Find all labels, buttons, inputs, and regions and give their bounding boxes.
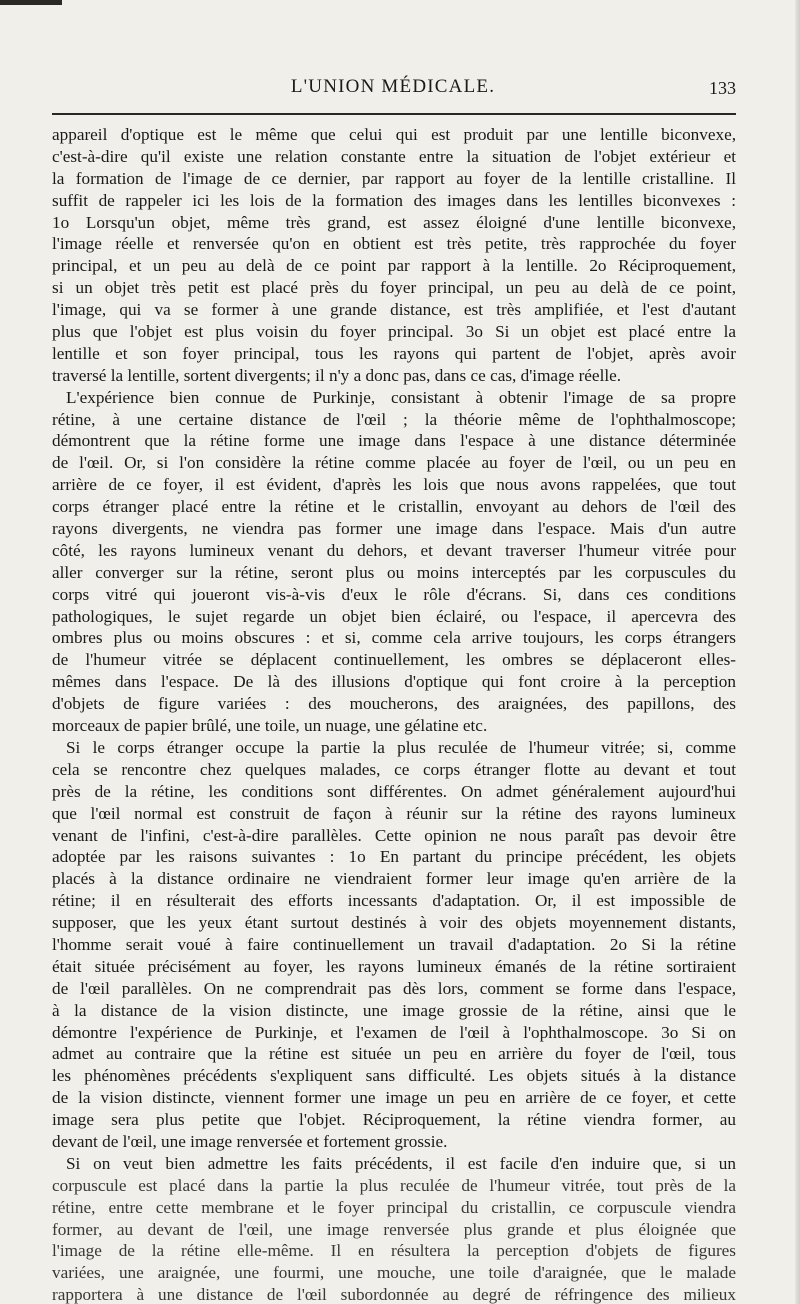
text-line: l'image, qui va se former à une grande distance, est très amplifiée, et l'est d'autant [52, 300, 736, 320]
text-line: admet au contraire que la rétine est située un peu en arrière du foyer de l'œil, tous [52, 1044, 736, 1064]
text-line: côté, les rayons lumineux venant du dehors, et devant traverser l'humeur vitrée pour [52, 540, 736, 560]
text-line: c'est-à-dire qu'il existe une relation constante entre la situation de l'objet extérieur et [52, 146, 736, 166]
body-text [52, 124, 736, 1304]
text-line: démontre l'expérience de Purkinje, et l'examen de l'œil à l'ophthalmoscope. 3o Si on [52, 1022, 736, 1042]
page-number: 133 [709, 78, 736, 98]
scan-edge-shadow [795, 0, 800, 1304]
text-line: lentille et son foyer principal, tous les rayons qui partent de l'objet, après avoir [52, 343, 736, 363]
text-line: supposer, que les yeux étant surtout destinés à voir des objets moyennement distants, [52, 913, 736, 933]
text-line: de l'humeur vitrée se déplacent continuellement, les ombres se déplaceront elles- [52, 650, 736, 670]
text-line: de la vision distincte, viennent former une image un peu en arrière de ce foyer, et cette [52, 1088, 736, 1108]
text-line: démontrent que la rétine forme une image dans l'espace à une distance déterminée [52, 431, 736, 451]
text-line: appareil d'optique est le même que celui qui est produit par une lentille biconvexe, [52, 125, 736, 144]
text-line: l'image réelle et renversée qu'on en obtient est très petite, très rapprochée du foyer [52, 234, 736, 254]
text-line: pathologiques, le sujet regarde un objet bien éclairé, ou l'espace, il apercevra des [52, 606, 736, 626]
text-line: mêmes dans l'espace. De là des illusions d'optique qui font croire à la perception [52, 672, 736, 692]
text-line: ombres plus ou moins obscures : et si, comme cela arrive toujours, les corps étrangers [52, 628, 736, 648]
text-line: que l'œil normal est construit de façon à réunir sur la rétine des rayons lumineux [52, 803, 736, 823]
text-line: si un objet très petit est placé près du foyer principal, un peu au delà de ce point, [52, 278, 736, 298]
text-line: rayons divergents, ne viendra pas former une image dans l'espace. Mais d'un autre [52, 519, 736, 539]
paragraph-end-line: traversé la lentille, sortent divergents; il n'y a donc pas, dans ce cas, d'image réelle. [52, 365, 622, 385]
text-line: à la distance de la vision distincte, une image grossie de la rétine, ainsi que le [52, 1000, 736, 1020]
text-line: la formation de l'image de ce dernier, par rapport au foyer de la lentille cristalline. Il [52, 168, 736, 188]
text-line: adoptée par les raisons suivantes : 1o En partant du principe précédent, les objets [52, 847, 736, 867]
text-line: suffit de rappeler ici les lois de la formation des images dans les lentilles biconvexes : [52, 190, 736, 210]
text-line: rétine, entre cette membrane et le foyer principal du cristallin, ce corpuscule viendra [52, 1197, 736, 1217]
text-line: corps étranger placé entre la rétine et le cristallin, envoyant au dehors de l'œil des [52, 497, 736, 517]
text-line: de l'œil. Or, si l'on considère la rétine comme placée au foyer de l'œil, ou un peu en [52, 453, 736, 473]
text-line: de l'œil parallèles. On ne comprendrait pas dès lors, comment se forme dans l'espace, [52, 978, 736, 998]
paragraph-end-line: devant de l'œil, une image renversée et fortement grossie. [52, 1131, 448, 1151]
paragraph-end-line: morceaux de papier brûlé, une toile, un nuage, une gélatine etc. [52, 716, 488, 736]
text-line: corpuscule est placé dans la partie la plus reculée de l'humeur vitrée, tout près de la [52, 1175, 736, 1195]
text-line: les phénomènes précédents s'expliquent sans difficulté. Les objets situés à la distance [52, 1066, 736, 1086]
text-line: cela se rencontre chez quelques malades, ce corps étranger flotte au devant et tout [52, 759, 736, 779]
text-line: arrière de ce foyer, il est évident, d'après les lois que nous avons rappelées, que tout [52, 475, 736, 495]
text-line: était située précisément au foyer, les rayons lumineux émanés de la rétine sortiraient [52, 956, 736, 976]
text-line: image sera plus petite que l'objet. Réciproquement, la rétine viendra former, au [52, 1110, 736, 1130]
text-line: former, au devant de l'œil, une image renversée plus grande et plus éloignée que [52, 1219, 736, 1239]
header-rule [52, 113, 736, 115]
text-line: d'objets de figure variées : des moucherons, des araignées, des papillons, des [52, 694, 736, 714]
running-title: L'UNION MÉDICALE. [290, 76, 496, 97]
text-line: corps vitré qui joueront vis-à-vis d'eux le rôle d'écrans. Si, dans ces conditions [52, 584, 736, 604]
text-line: rétine; il en résulterait des efforts incessants d'adaptation. Or, il est impossible de [52, 891, 736, 911]
page-header [50, 72, 736, 102]
text-line: variées, une araignée, une fourmi, une mouche, une toile d'araignée, que le malade [52, 1263, 736, 1283]
text-line: l'image de la rétine elle-même. Il en résultera la perception d'objets de figures [52, 1241, 736, 1261]
text-line: principal, et un peu au delà de ce point par rapport à la lentille. 2o Réciproquement, [52, 256, 736, 276]
text-line: l'homme serait voué à faire continuellement un travail d'adaptation. 2o Si la rétine [52, 934, 736, 954]
text-line: venant de l'infini, c'est-à-dire parallèles. Cette opinion ne nous paraît pas devoir être [52, 825, 736, 845]
text-line: 1o Lorsqu'un objet, même très grand, est assez éloigné d'une lentille biconvexe, [52, 212, 736, 232]
scan-edge-mark [0, 0, 62, 5]
text-line: près de la rétine, les conditions sont différentes. On admet généralement aujourd'hui [52, 781, 736, 801]
text-line: placés à la distance ordinaire ne viendraient former leur image qu'en arrière de la [52, 869, 736, 889]
paragraph-start-line: Si le corps étranger occupe la partie la plus reculée de l'humeur vitrée; si, comme [66, 737, 736, 757]
text-line: rapportera à une distance de l'œil subordonnée au degré de réfringence des milieux [52, 1285, 736, 1304]
text-line: plus que l'objet est plus voisin du foyer principal. 3o Si un objet est placé entre la [52, 322, 736, 342]
paragraph-start-line: L'expérience bien connue de Purkinje, consistant à obtenir l'image de sa propre [66, 387, 736, 407]
text-line: aller converger sur la rétine, seront plus ou moins interceptés par les corpuscules du [52, 562, 736, 582]
paragraph-start-line: Si on veut bien admettre les faits précédents, il est facile d'en induire que, si un [66, 1153, 736, 1173]
text-line: rétine, à une certaine distance de l'œil ; la théorie même de l'ophthalmoscope; [52, 409, 736, 429]
